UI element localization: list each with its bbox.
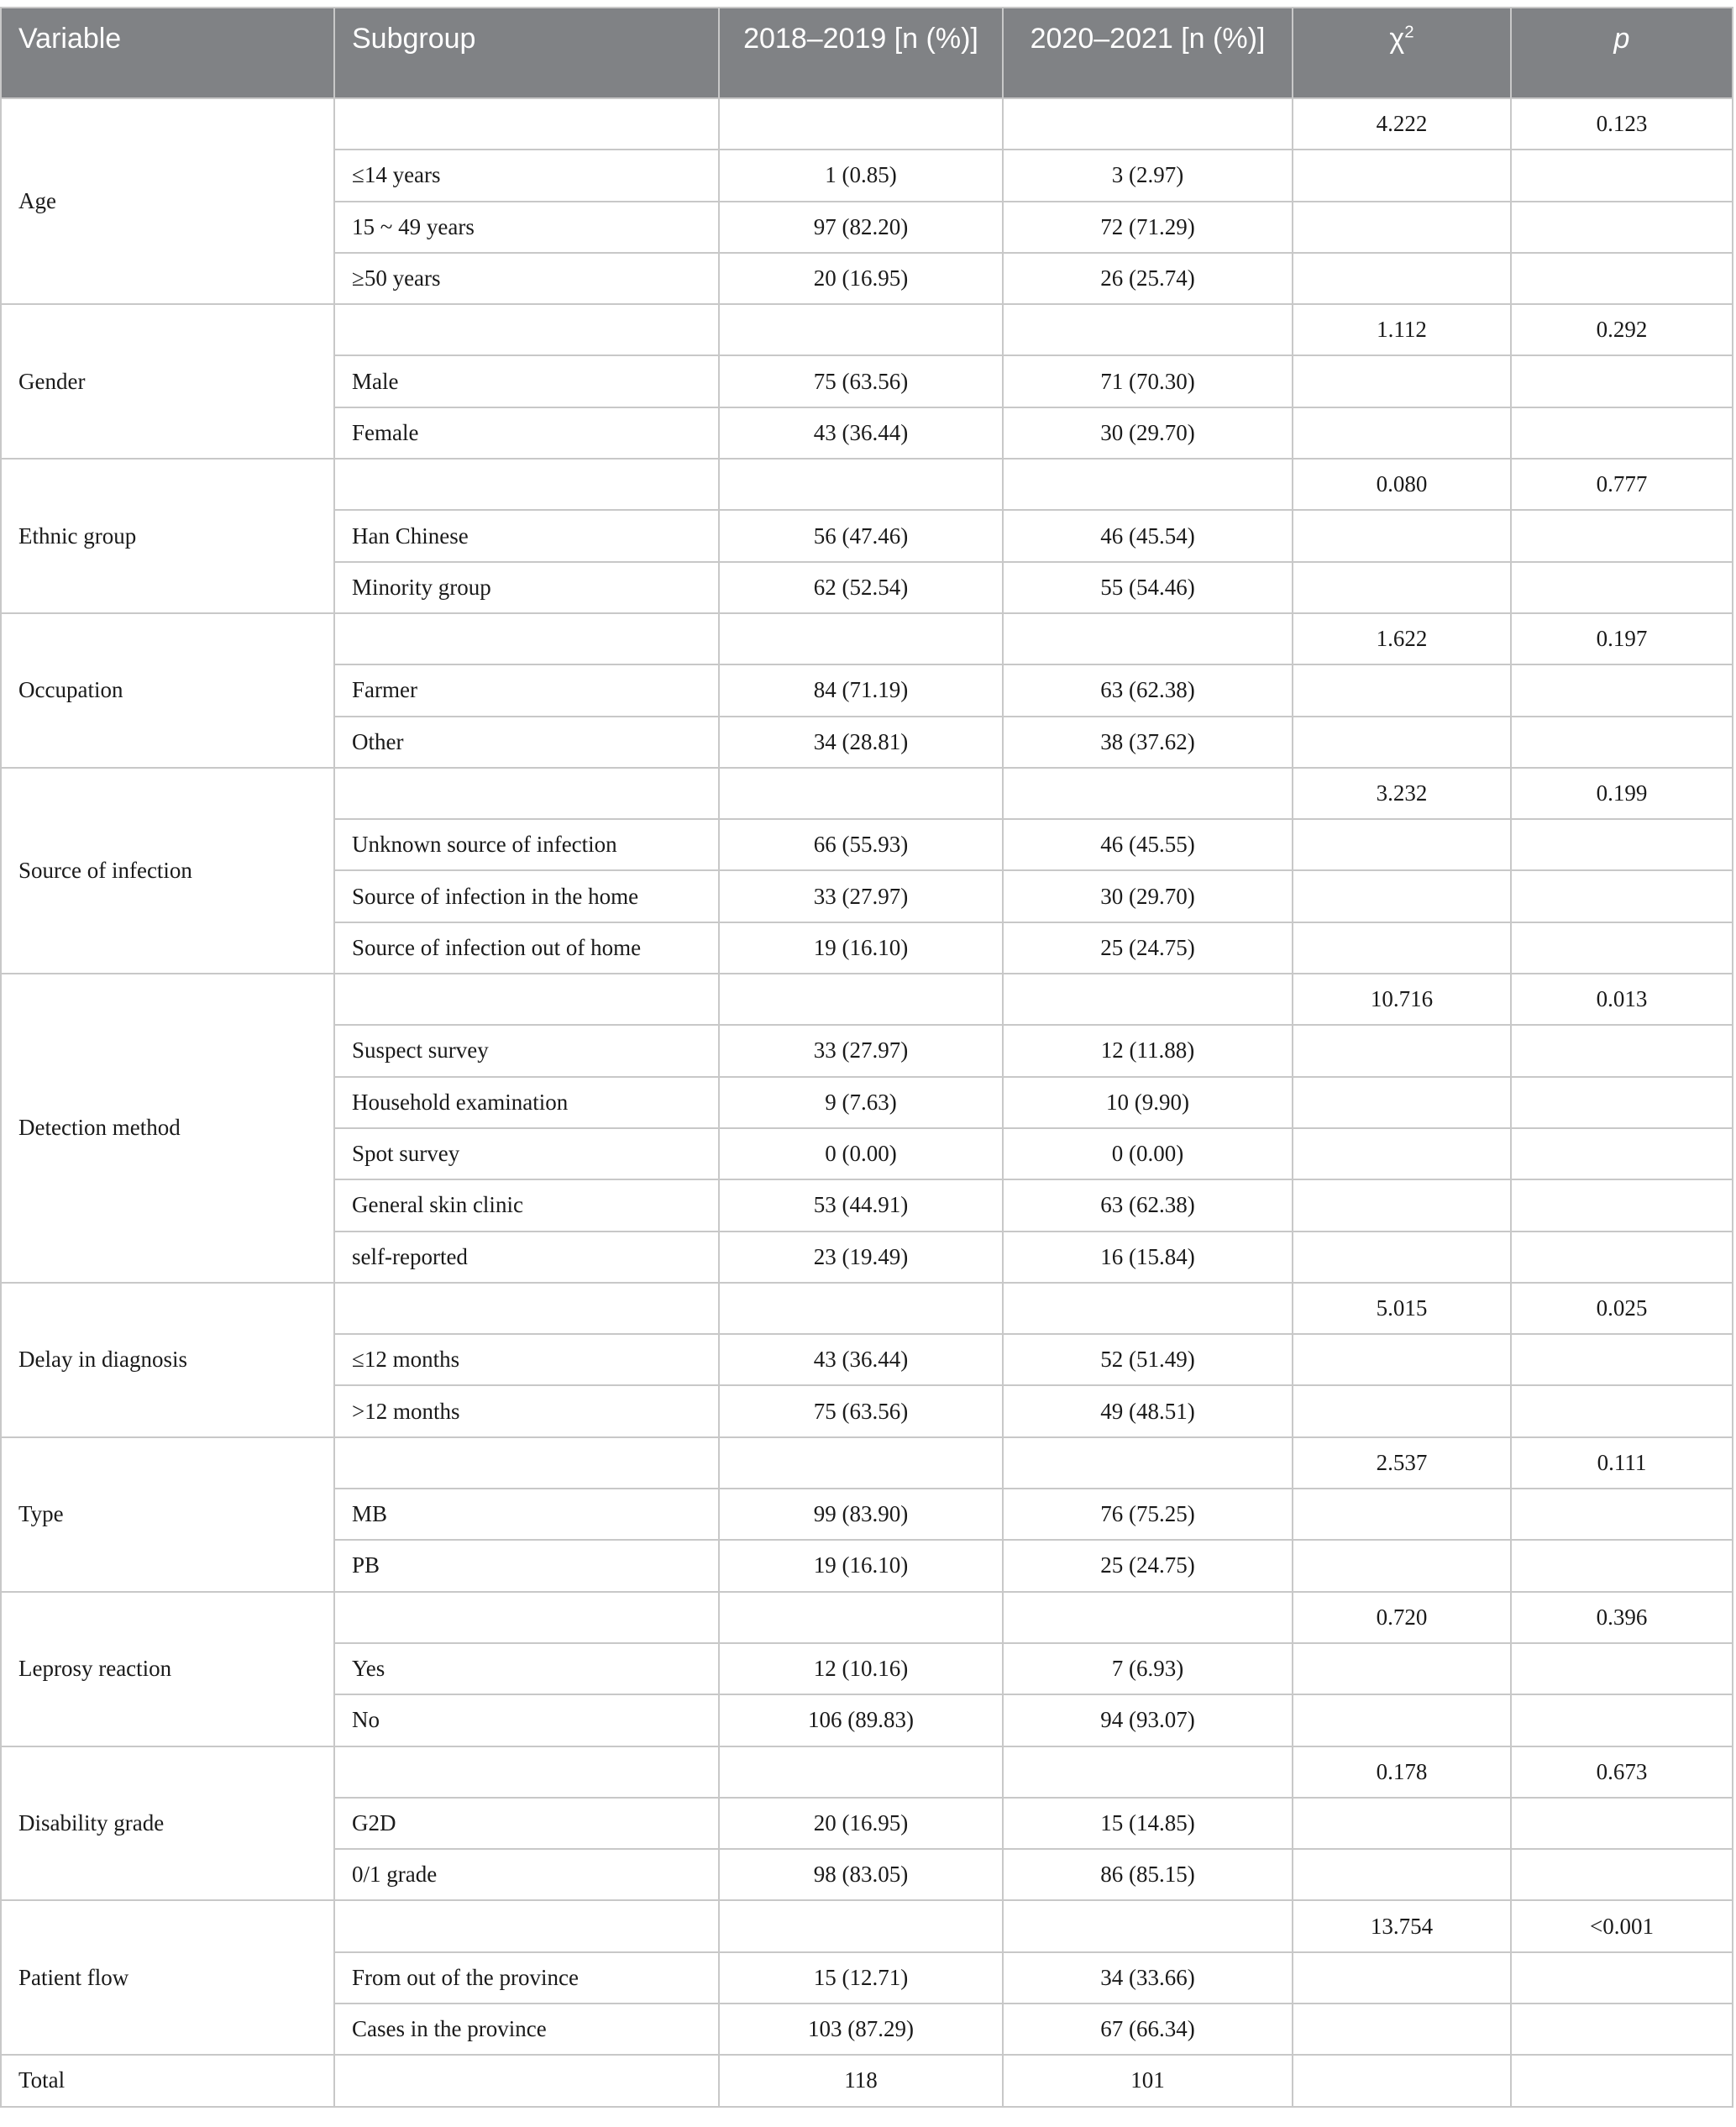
chi2-cell: 13.754 (1293, 1900, 1511, 1951)
p-value-cell: 0.197 (1511, 613, 1733, 664)
subgroup-cell (334, 1283, 719, 1334)
table-row-total (1, 2055, 1733, 2106)
variable-cell: Patient flow (1, 1900, 334, 2055)
period1-cell: 34 (28.81) (719, 717, 1003, 768)
period1-cell: 75 (63.56) (719, 1385, 1003, 1436)
chi2-cell (1293, 870, 1511, 922)
header-chi-square (1293, 8, 1511, 98)
period2-cell: 15 (14.85) (1003, 1798, 1293, 1849)
subgroup-cell: Source of infection out of home (334, 922, 719, 974)
subgroup-cell: ≥50 years (334, 253, 719, 304)
subgroup-cell (334, 98, 719, 150)
p-value-cell (1511, 1540, 1733, 1591)
p-value-cell: 0.013 (1511, 974, 1733, 1025)
chi2-cell: 5.015 (1293, 1283, 1511, 1334)
period2-cell (1003, 613, 1293, 664)
p-value-cell (1511, 922, 1733, 974)
period1-cell: 84 (71.19) (719, 664, 1003, 716)
p-value-cell (1511, 202, 1733, 253)
period1-cell: 103 (87.29) (719, 2004, 1003, 2055)
period1-cell: 53 (44.91) (719, 1179, 1003, 1231)
subgroup-cell: Han Chinese (334, 510, 719, 561)
table-body (1, 98, 1733, 2107)
chi2-cell (1293, 1128, 1511, 1179)
chi2-cell (1293, 717, 1511, 768)
chi2-cell: 1.622 (1293, 613, 1511, 664)
period2-cell: 94 (93.07) (1003, 1694, 1293, 1746)
period1-cell (719, 1900, 1003, 1951)
period1-cell: 43 (36.44) (719, 407, 1003, 459)
p-value-cell (1511, 1128, 1733, 1179)
chi2-cell (1293, 2055, 1511, 2106)
chi2-cell: 2.537 (1293, 1437, 1511, 1489)
period2-cell: 0 (0.00) (1003, 1128, 1293, 1179)
period1-cell (719, 1283, 1003, 1334)
subgroup-cell: From out of the province (334, 1952, 719, 2004)
chi2-cell (1293, 355, 1511, 407)
header-variable: Variable (1, 8, 334, 98)
chi2-cell: 4.222 (1293, 98, 1511, 150)
chi2-cell (1293, 1694, 1511, 1746)
period2-cell: 67 (66.34) (1003, 2004, 1293, 2055)
subgroup-cell (334, 1900, 719, 1951)
variable-cell: Gender (1, 304, 334, 459)
chi2-cell (1293, 1077, 1511, 1128)
p-value-cell: 0.123 (1511, 98, 1733, 150)
period1-cell: 20 (16.95) (719, 253, 1003, 304)
chi2-cell (1293, 664, 1511, 716)
period2-cell: 30 (29.70) (1003, 870, 1293, 922)
subgroup-cell: No (334, 1694, 719, 1746)
p-value-cell: 0.292 (1511, 304, 1733, 355)
p-value-cell (1511, 355, 1733, 407)
period2-cell (1003, 1746, 1293, 1798)
subgroup-cell (334, 613, 719, 664)
p-value-cell (1511, 1179, 1733, 1231)
chi2-cell (1293, 1643, 1511, 1694)
period2-cell (1003, 1592, 1293, 1643)
chi2-cell (1293, 1334, 1511, 1385)
total-label-cell: Total (1, 2055, 334, 2106)
table-row-delay-in-diagnosis-stats (1, 1283, 1733, 1334)
subgroup-cell: MB (334, 1489, 719, 1540)
chi2-cell (1293, 2004, 1511, 2055)
period2-cell: 38 (37.62) (1003, 717, 1293, 768)
p-value-cell (1511, 150, 1733, 201)
period1-cell: 56 (47.46) (719, 510, 1003, 561)
chi2-cell (1293, 1952, 1511, 2004)
subgroup-cell: Yes (334, 1643, 719, 1694)
subgroup-cell: self-reported (334, 1232, 719, 1283)
period1-cell: 1 (0.85) (719, 150, 1003, 201)
period1-cell: 20 (16.95) (719, 1798, 1003, 1849)
period1-cell: 0 (0.00) (719, 1128, 1003, 1179)
subgroup-cell: Unknown source of infection (334, 819, 719, 870)
variable-cell: Type (1, 1437, 334, 1592)
variable-cell: Leprosy reaction (1, 1592, 334, 1746)
period2-cell (1003, 768, 1293, 819)
subgroup-cell: Spot survey (334, 1128, 719, 1179)
subgroup-cell: Household examination (334, 1077, 719, 1128)
subgroup-cell (334, 2055, 719, 2106)
period1-cell: 62 (52.54) (719, 562, 1003, 613)
table-row-source-of-infection-stats (1, 768, 1733, 819)
table-row-disability-grade-stats (1, 1746, 1733, 1798)
period1-cell: 19 (16.10) (719, 1540, 1003, 1591)
period1-cell: 66 (55.93) (719, 819, 1003, 870)
subgroup-cell: General skin clinic (334, 1179, 719, 1231)
p-value-cell: 0.777 (1511, 459, 1733, 510)
p-value-cell (1511, 2055, 1733, 2106)
period2-cell: 55 (54.46) (1003, 562, 1293, 613)
p-value-cell (1511, 510, 1733, 561)
chi2-cell (1293, 510, 1511, 561)
p-value-cell (1511, 1489, 1733, 1540)
p-value-cell (1511, 1643, 1733, 1694)
p-value-cell (1511, 1694, 1733, 1746)
header-subgroup: Subgroup (334, 8, 719, 98)
period2-cell (1003, 1283, 1293, 1334)
period1-cell: 75 (63.56) (719, 355, 1003, 407)
table-row-age-stats (1, 98, 1733, 150)
period1-cell: 23 (19.49) (719, 1232, 1003, 1283)
variable-cell: Occupation (1, 613, 334, 768)
header-period-2018-2019: 2018–2019 [n (%)] (719, 8, 1003, 98)
p-value-cell: 0.111 (1511, 1437, 1733, 1489)
p-value-cell (1511, 1025, 1733, 1076)
period1-cell (719, 613, 1003, 664)
variable-cell: Delay in diagnosis (1, 1283, 334, 1437)
table-row-occupation-stats (1, 613, 1733, 664)
variable-cell: Ethnic group (1, 459, 334, 613)
period2-cell: 76 (75.25) (1003, 1489, 1293, 1540)
chi2-cell: 0.080 (1293, 459, 1511, 510)
subgroup-cell (334, 974, 719, 1025)
table-row-ethnic-group-stats (1, 459, 1733, 510)
period1-cell: 19 (16.10) (719, 922, 1003, 974)
period1-cell: 33 (27.97) (719, 870, 1003, 922)
period1-cell: 9 (7.63) (719, 1077, 1003, 1128)
p-value-cell (1511, 819, 1733, 870)
chi-superscript: 2 (1404, 23, 1414, 42)
variable-cell: Age (1, 98, 334, 304)
chi2-cell (1293, 1798, 1511, 1849)
subgroup-cell (334, 768, 719, 819)
subgroup-cell: Male (334, 355, 719, 407)
p-value-cell (1511, 407, 1733, 459)
chi2-cell (1293, 1540, 1511, 1591)
period2-cell: 86 (85.15) (1003, 1849, 1293, 1900)
period1-cell: 97 (82.20) (719, 202, 1003, 253)
subgroup-cell: ≤14 years (334, 150, 719, 201)
chi2-cell (1293, 1489, 1511, 1540)
period2-cell: 30 (29.70) (1003, 407, 1293, 459)
subgroup-cell: ≤12 months (334, 1334, 719, 1385)
subgroup-cell: Female (334, 407, 719, 459)
period1-cell: 98 (83.05) (719, 1849, 1003, 1900)
variable-cell: Disability grade (1, 1746, 334, 1901)
subgroup-cell: Other (334, 717, 719, 768)
chi2-cell (1293, 1849, 1511, 1900)
variable-cell: Detection method (1, 974, 334, 1283)
period2-cell: 46 (45.54) (1003, 510, 1293, 561)
total-period2-cell: 101 (1003, 2055, 1293, 2106)
chi2-cell (1293, 1385, 1511, 1436)
subgroup-cell (334, 304, 719, 355)
subgroup-cell (334, 1592, 719, 1643)
period2-cell (1003, 98, 1293, 150)
period2-cell: 25 (24.75) (1003, 1540, 1293, 1591)
chi2-cell: 0.178 (1293, 1746, 1511, 1798)
period1-cell (719, 459, 1003, 510)
period1-cell (719, 1592, 1003, 1643)
period2-cell (1003, 974, 1293, 1025)
p-value-cell (1511, 253, 1733, 304)
period2-cell (1003, 304, 1293, 355)
period2-cell (1003, 1900, 1293, 1951)
p-value-cell (1511, 870, 1733, 922)
period1-cell: 33 (27.97) (719, 1025, 1003, 1076)
subgroup-cell (334, 459, 719, 510)
chi2-cell (1293, 202, 1511, 253)
period2-cell (1003, 1437, 1293, 1489)
table-row-patient-flow-stats (1, 1900, 1733, 1951)
period2-cell: 10 (9.90) (1003, 1077, 1293, 1128)
subgroup-cell: 0/1 grade (334, 1849, 719, 1900)
table-row-type-stats (1, 1437, 1733, 1489)
chi2-cell (1293, 1025, 1511, 1076)
p-value-cell: <0.001 (1511, 1900, 1733, 1951)
p-value-cell (1511, 664, 1733, 716)
chi-symbol: χ (1389, 23, 1405, 55)
period2-cell: 46 (45.55) (1003, 819, 1293, 870)
subgroup-cell: Suspect survey (334, 1025, 719, 1076)
p-value-cell (1511, 1952, 1733, 2004)
table-header (1, 8, 1733, 98)
p-value-cell (1511, 1077, 1733, 1128)
period2-cell: 72 (71.29) (1003, 202, 1293, 253)
subgroup-cell: 15 ~ 49 years (334, 202, 719, 253)
header-period-2020-2021: 2020–2021 [n (%)] (1003, 8, 1293, 98)
p-value-cell (1511, 2004, 1733, 2055)
period2-cell: 63 (62.38) (1003, 1179, 1293, 1231)
p-value-cell (1511, 1849, 1733, 1900)
period2-cell: 12 (11.88) (1003, 1025, 1293, 1076)
chi2-cell: 1.112 (1293, 304, 1511, 355)
period1-cell (719, 304, 1003, 355)
statistics-table (0, 7, 1733, 2108)
subgroup-cell: >12 months (334, 1385, 719, 1436)
p-value-cell (1511, 1798, 1733, 1849)
period1-cell (719, 1746, 1003, 1798)
period1-cell: 106 (89.83) (719, 1694, 1003, 1746)
period1-cell: 43 (36.44) (719, 1334, 1003, 1385)
chi2-cell (1293, 253, 1511, 304)
period2-cell: 49 (48.51) (1003, 1385, 1293, 1436)
subgroup-cell: Cases in the province (334, 2004, 719, 2055)
period2-cell: 63 (62.38) (1003, 664, 1293, 716)
subgroup-cell: Minority group (334, 562, 719, 613)
period2-cell: 71 (70.30) (1003, 355, 1293, 407)
chi2-cell: 3.232 (1293, 768, 1511, 819)
chi2-cell (1293, 562, 1511, 613)
period1-cell: 12 (10.16) (719, 1643, 1003, 1694)
period1-cell: 99 (83.90) (719, 1489, 1003, 1540)
chi2-cell (1293, 407, 1511, 459)
p-value-cell (1511, 1232, 1733, 1283)
period2-cell: 26 (25.74) (1003, 253, 1293, 304)
total-period1-cell: 118 (719, 2055, 1003, 2106)
period1-cell (719, 768, 1003, 819)
chi2-cell (1293, 150, 1511, 201)
p-value-cell: 0.025 (1511, 1283, 1733, 1334)
chi2-cell: 10.716 (1293, 974, 1511, 1025)
subgroup-cell: G2D (334, 1798, 719, 1849)
p-value-cell (1511, 1334, 1733, 1385)
table-row-detection-method-stats (1, 974, 1733, 1025)
period2-cell: 7 (6.93) (1003, 1643, 1293, 1694)
period2-cell: 16 (15.84) (1003, 1232, 1293, 1283)
period2-cell: 34 (33.66) (1003, 1952, 1293, 2004)
subgroup-cell: Source of infection in the home (334, 870, 719, 922)
p-value-cell: 0.199 (1511, 768, 1733, 819)
variable-cell: Source of infection (1, 768, 334, 974)
chi2-cell (1293, 922, 1511, 974)
header-p-value: p (1511, 8, 1733, 98)
p-value-cell: 0.673 (1511, 1746, 1733, 1798)
period1-cell (719, 974, 1003, 1025)
period2-cell: 52 (51.49) (1003, 1334, 1293, 1385)
subgroup-cell (334, 1437, 719, 1489)
chi2-cell (1293, 1179, 1511, 1231)
period2-cell: 25 (24.75) (1003, 922, 1293, 974)
table-row-leprosy-reaction-stats (1, 1592, 1733, 1643)
period2-cell (1003, 459, 1293, 510)
p-value-cell: 0.396 (1511, 1592, 1733, 1643)
subgroup-cell (334, 1746, 719, 1798)
chi2-cell: 0.720 (1293, 1592, 1511, 1643)
p-value-cell (1511, 562, 1733, 613)
p-value-cell (1511, 1385, 1733, 1436)
period2-cell: 3 (2.97) (1003, 150, 1293, 201)
p-value-cell (1511, 717, 1733, 768)
chi2-cell (1293, 1232, 1511, 1283)
period1-cell: 15 (12.71) (719, 1952, 1003, 2004)
chi2-cell (1293, 819, 1511, 870)
table-row-gender-stats (1, 304, 1733, 355)
period1-cell (719, 98, 1003, 150)
subgroup-cell: Farmer (334, 664, 719, 716)
period1-cell (719, 1437, 1003, 1489)
subgroup-cell: PB (334, 1540, 719, 1591)
